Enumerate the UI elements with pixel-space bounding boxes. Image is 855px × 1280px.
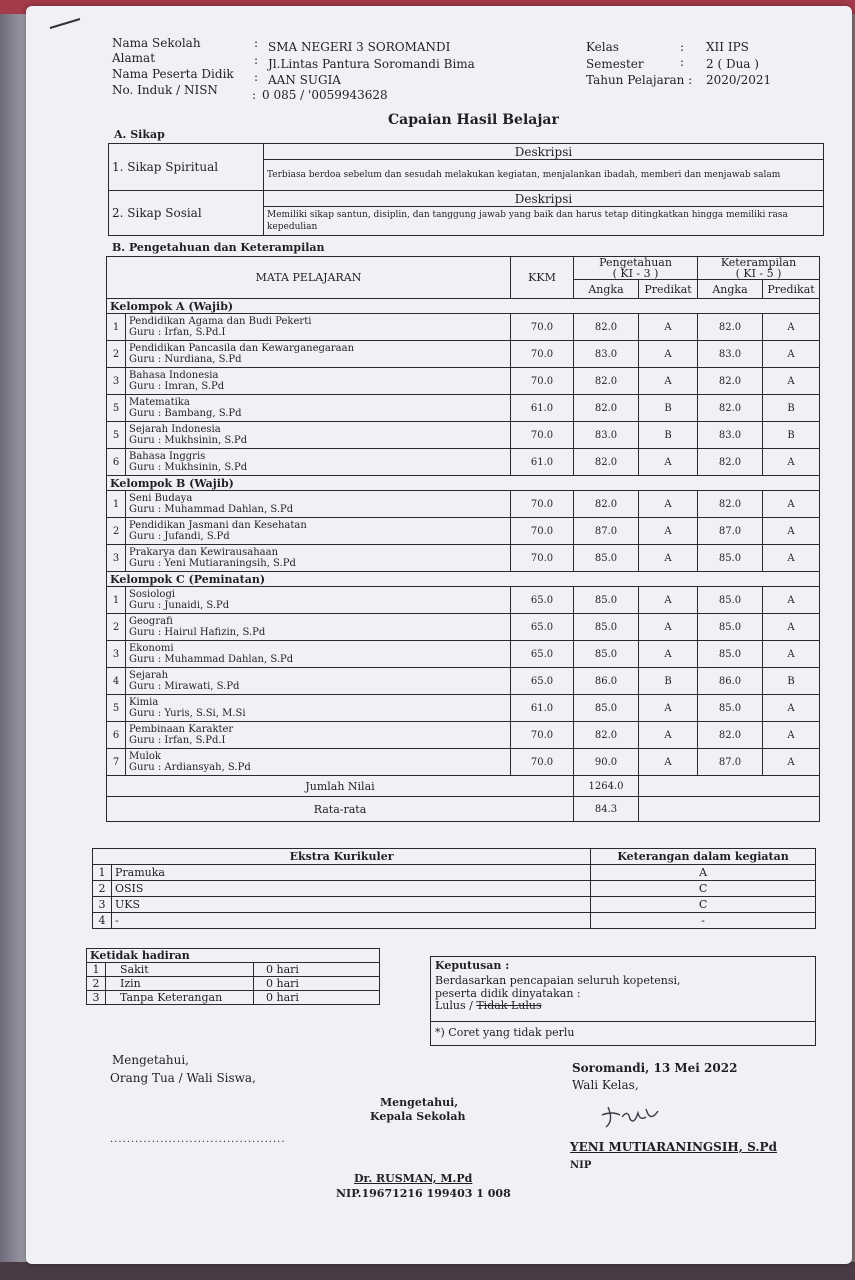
- label-tahun: Tahun Pelajaran :: [586, 73, 693, 87]
- sikap-spiritual-desc: Terbiasa berdoa sebelum dan sesudah melakukan kegiatan, menjalankan ibadah, memberi dan menjawab salam: [264, 160, 824, 191]
- value-nama-sekolah: SMA NEGERI 3 SOROMANDI: [268, 40, 451, 54]
- keterampilan-angka: 85.0: [698, 695, 763, 722]
- value-semester: 2 ( Dua ): [706, 57, 759, 71]
- absensi-no: 1: [87, 963, 106, 977]
- kkm-value: 65.0: [511, 668, 574, 695]
- table-row: [107, 395, 820, 422]
- keterampilan-predikat: A: [763, 695, 820, 722]
- keterampilan-angka: 87.0: [698, 518, 763, 545]
- col-pengetahuan-title: Pengetahuan: [599, 256, 672, 269]
- absensi-label: Sakit: [106, 963, 254, 977]
- guru-name: Guru : Muhammad Dahlan, S.Pd: [129, 654, 294, 665]
- guru-name: Guru : Mirawati, S.Pd: [129, 681, 240, 692]
- mapel-name: Seni Budaya: [129, 493, 193, 504]
- keterampilan-predikat: A: [763, 341, 820, 368]
- sikap-table: [108, 143, 824, 236]
- ortu-label: Orang Tua / Wali Siswa,: [110, 1071, 256, 1085]
- table-row: [107, 422, 820, 449]
- guru-name: Guru : Jufandi, S.Pd: [129, 531, 230, 542]
- row-no: 6: [107, 449, 126, 476]
- mapel-cell: [126, 449, 511, 476]
- nilai-header-row: [107, 257, 820, 280]
- absensi-no: 3: [87, 991, 106, 1005]
- pengetahuan-angka: 82.0: [574, 722, 639, 749]
- table-row: [107, 722, 820, 749]
- sep: :: [252, 88, 257, 102]
- mapel-cell: [126, 341, 511, 368]
- jumlah-empty: [639, 776, 820, 797]
- deskripsi-header: Deskripsi: [264, 191, 824, 207]
- col-keterampilan-title: Keterampilan: [720, 256, 797, 269]
- col-keterampilan-sub: ( KI - 5 ): [735, 267, 782, 280]
- absensi-value: 0 hari: [254, 963, 380, 977]
- kkm-value: 70.0: [511, 368, 574, 395]
- group-row: [107, 299, 820, 314]
- mapel-name: Pendidikan Pancasila dan Kewarganegaraan: [129, 343, 355, 354]
- mapel-name: Ekonomi: [129, 643, 174, 654]
- mapel-name: Sosiologi: [129, 589, 176, 600]
- row-no: 2: [107, 614, 126, 641]
- keterampilan-predikat: A: [763, 614, 820, 641]
- keterampilan-predikat: A: [763, 368, 820, 395]
- absensi-heading: Ketidak hadiran: [87, 949, 380, 963]
- row-no: 3: [107, 368, 126, 395]
- col-angka: Angka: [574, 280, 639, 299]
- pengetahuan-angka: 82.0: [574, 491, 639, 518]
- nilai-table: [106, 256, 820, 822]
- keputusan-lulus: Lulus /: [435, 999, 477, 1012]
- sep: :: [254, 36, 259, 50]
- group-row: [107, 572, 820, 587]
- wali-name: YENI MUTIARANINGSIH, S.Pd: [570, 1140, 777, 1154]
- table-row: [107, 668, 820, 695]
- kkm-value: 70.0: [511, 545, 574, 572]
- keputusan-note: *) Coret yang tidak perlu: [435, 1026, 575, 1039]
- keterampilan-angka: 85.0: [698, 614, 763, 641]
- pengetahuan-predikat: A: [639, 368, 698, 395]
- pengetahuan-predikat: A: [639, 749, 698, 776]
- mapel-name: Kimia: [129, 697, 159, 708]
- mapel-name: Pendidikan Agama dan Budi Pekerti: [129, 316, 312, 327]
- guru-name: Guru : Mukhsinin, S.Pd: [129, 435, 248, 446]
- kkm-value: 70.0: [511, 341, 574, 368]
- ekstra-ket: C: [591, 881, 816, 897]
- wali-kelas-label: Wali Kelas,: [572, 1078, 639, 1092]
- guru-name: Guru : Hairul Hafizin, S.Pd: [129, 627, 266, 638]
- pengetahuan-predikat: A: [639, 722, 698, 749]
- value-alamat: Jl.Lintas Pantura Soromandi Bima: [268, 57, 475, 71]
- pengetahuan-predikat: A: [639, 641, 698, 668]
- mapel-cell: [126, 614, 511, 641]
- pengetahuan-angka: 87.0: [574, 518, 639, 545]
- absensi-row: [87, 977, 380, 991]
- wali-signature-icon: [600, 1103, 670, 1131]
- col-pengetahuan: [574, 257, 698, 280]
- value-kelas: XII IPS: [706, 40, 749, 54]
- ortu-signature-line: ..........................................: [110, 1134, 286, 1145]
- ekstra-no: 1: [93, 865, 112, 881]
- kkm-value: 61.0: [511, 695, 574, 722]
- keterampilan-angka: 82.0: [698, 722, 763, 749]
- group-row: [107, 476, 820, 491]
- wali-nip: NIP: [570, 1160, 592, 1171]
- kkm-value: 65.0: [511, 614, 574, 641]
- pengetahuan-predikat: A: [639, 341, 698, 368]
- ekstra-header-ket: Keterangan dalam kegiatan: [591, 849, 816, 865]
- ekstra-name: -: [112, 913, 591, 929]
- rata-row: [107, 797, 820, 822]
- mapel-cell: [126, 314, 511, 341]
- pengetahuan-predikat: A: [639, 545, 698, 572]
- sep: :: [254, 53, 259, 67]
- col-predikat: Predikat: [639, 280, 698, 299]
- mapel-name: Mulok: [129, 751, 161, 762]
- group-name: Kelompok B (Wajib): [107, 476, 820, 491]
- keterampilan-angka: 82.0: [698, 314, 763, 341]
- mapel-cell: [126, 422, 511, 449]
- section-nilai-heading: B. Pengetahuan dan Keterampilan: [112, 241, 325, 254]
- table-row: [107, 695, 820, 722]
- row-no: 1: [107, 314, 126, 341]
- jumlah-label: Jumlah Nilai: [107, 776, 574, 797]
- deskripsi-header: Deskripsi: [264, 144, 824, 160]
- keterampilan-angka: 82.0: [698, 491, 763, 518]
- keterampilan-angka: 83.0: [698, 341, 763, 368]
- ortu-mengetahui: Mengetahui,: [112, 1053, 189, 1067]
- mapel-cell: [126, 545, 511, 572]
- row-no: 5: [107, 422, 126, 449]
- pengetahuan-predikat: A: [639, 491, 698, 518]
- kkm-value: 70.0: [511, 722, 574, 749]
- pengetahuan-angka: 85.0: [574, 614, 639, 641]
- keterampilan-angka: 86.0: [698, 668, 763, 695]
- guru-name: Guru : Junaidi, S.Pd: [129, 600, 230, 611]
- table-row: [107, 449, 820, 476]
- keterampilan-predikat: A: [763, 722, 820, 749]
- ekstra-ket: -: [591, 913, 816, 929]
- mapel-name: Sejarah: [129, 670, 169, 681]
- ekstra-table: [92, 848, 816, 929]
- guru-name: Guru : Muhammad Dahlan, S.Pd: [129, 504, 294, 515]
- mapel-cell: [126, 695, 511, 722]
- col-angka: Angka: [698, 280, 763, 299]
- pengetahuan-predikat: A: [639, 614, 698, 641]
- table-row: [107, 341, 820, 368]
- absensi-table: [86, 948, 380, 1005]
- pengetahuan-angka: 86.0: [574, 668, 639, 695]
- pengetahuan-angka: 82.0: [574, 368, 639, 395]
- label-nama-sekolah: Nama Sekolah: [112, 36, 201, 50]
- keterampilan-predikat: A: [763, 518, 820, 545]
- sikap-sosial-desc: Memiliki sikap santun, disiplin, dan tanggung jawab yang baik dan harus tetap ditingkatkan hingga memiliki rasa kepedulian: [264, 207, 824, 236]
- mapel-cell: [126, 395, 511, 422]
- ekstra-row: [93, 881, 816, 897]
- guru-name: Guru : Yeni Mutiaraningsih, S.Pd: [129, 558, 296, 569]
- kepsek-label: Kepala Sekolah: [370, 1110, 466, 1123]
- label-kelas: Kelas: [586, 40, 619, 54]
- guru-name: Guru : Irfan, S.Pd.I: [129, 327, 226, 338]
- absensi-row: [87, 991, 380, 1005]
- kkm-value: 65.0: [511, 587, 574, 614]
- label-semester: Semester: [586, 57, 644, 71]
- label-alamat: Alamat: [112, 51, 156, 65]
- row-no: 6: [107, 722, 126, 749]
- pengetahuan-angka: 82.0: [574, 395, 639, 422]
- jumlah-row: [107, 776, 820, 797]
- keterampilan-predikat: A: [763, 491, 820, 518]
- keterampilan-angka: 85.0: [698, 641, 763, 668]
- keputusan-box: [430, 956, 816, 1046]
- row-no: 2: [107, 518, 126, 545]
- group-name: Kelompok C (Peminatan): [107, 572, 820, 587]
- keputusan-heading: Keputusan :: [435, 959, 510, 972]
- pengetahuan-predikat: B: [639, 668, 698, 695]
- mapel-name: Geografi: [129, 616, 173, 627]
- guru-name: Guru : Irfan, S.Pd.I: [129, 735, 226, 746]
- guru-name: Guru : Nurdiana, S.Pd: [129, 354, 242, 365]
- ekstra-row: [93, 865, 816, 881]
- absensi-label: Tanpa Keterangan: [106, 991, 254, 1005]
- guru-name: Guru : Imran, S.Pd: [129, 381, 225, 392]
- kepsek-mengetahui: Mengetahui,: [380, 1096, 459, 1109]
- label-no-induk: No. Induk / NISN: [112, 83, 218, 97]
- mapel-name: Pendidikan Jasmani dan Kesehatan: [129, 520, 307, 531]
- keterampilan-angka: 85.0: [698, 545, 763, 572]
- table-row: [107, 314, 820, 341]
- mapel-name: Bahasa Inggris: [129, 451, 206, 462]
- mapel-cell: [126, 722, 511, 749]
- table-row: [107, 587, 820, 614]
- ekstra-no: 3: [93, 897, 112, 913]
- kepsek-name: Dr. RUSMAN, M.Pd: [354, 1172, 473, 1185]
- table-row: [107, 518, 820, 545]
- absensi-no: 2: [87, 977, 106, 991]
- page-title: Capaian Hasil Belajar: [388, 112, 559, 128]
- pengetahuan-predikat: A: [639, 587, 698, 614]
- ekstra-name: Pramuka: [112, 865, 591, 881]
- keterampilan-predikat: A: [763, 749, 820, 776]
- sep: :: [680, 55, 685, 69]
- group-name: Kelompok A (Wajib): [107, 299, 820, 314]
- kkm-value: 70.0: [511, 491, 574, 518]
- kkm-value: 65.0: [511, 641, 574, 668]
- keterampilan-predikat: B: [763, 422, 820, 449]
- row-no: 1: [107, 587, 126, 614]
- kkm-value: 61.0: [511, 449, 574, 476]
- row-no: 5: [107, 395, 126, 422]
- mapel-cell: [126, 587, 511, 614]
- row-no: 2: [107, 341, 126, 368]
- keterampilan-angka: 87.0: [698, 749, 763, 776]
- table-row: [107, 491, 820, 518]
- pengetahuan-angka: 82.0: [574, 314, 639, 341]
- value-nama-peserta: AAN SUGIA: [268, 73, 341, 87]
- row-no: 5: [107, 695, 126, 722]
- table-row: [107, 545, 820, 572]
- absensi-value: 0 hari: [254, 991, 380, 1005]
- kkm-value: 70.0: [511, 749, 574, 776]
- mapel-cell: [126, 641, 511, 668]
- value-tahun: 2020/2021: [706, 73, 772, 87]
- kepsek-nip: NIP.19671216 199403 1 008: [336, 1187, 511, 1200]
- keterampilan-predikat: A: [763, 545, 820, 572]
- row-no: 3: [107, 545, 126, 572]
- ekstra-name: OSIS: [112, 881, 591, 897]
- table-row: [107, 614, 820, 641]
- row-no: 1: [107, 491, 126, 518]
- sep: :: [254, 70, 259, 84]
- keterampilan-angka: 85.0: [698, 587, 763, 614]
- guru-name: Guru : Bambang, S.Pd: [129, 408, 242, 419]
- mapel-cell: [126, 668, 511, 695]
- keputusan-divider: [431, 1021, 815, 1022]
- keterampilan-predikat: A: [763, 641, 820, 668]
- row-no: 7: [107, 749, 126, 776]
- mapel-cell: [126, 749, 511, 776]
- col-keterampilan: [698, 257, 820, 280]
- absensi-value: 0 hari: [254, 977, 380, 991]
- keterampilan-angka: 83.0: [698, 422, 763, 449]
- ekstra-row: [93, 897, 816, 913]
- mapel-name: Matematika: [129, 397, 190, 408]
- keterampilan-predikat: A: [763, 449, 820, 476]
- pengetahuan-predikat: A: [639, 518, 698, 545]
- keterampilan-angka: 82.0: [698, 395, 763, 422]
- guru-name: Guru : Yuris, S.Si, M.Si: [129, 708, 246, 719]
- ekstra-no: 2: [93, 881, 112, 897]
- keterampilan-predikat: A: [763, 314, 820, 341]
- pengetahuan-angka: 85.0: [574, 695, 639, 722]
- pengetahuan-angka: 85.0: [574, 641, 639, 668]
- absensi-label: Izin: [106, 977, 254, 991]
- col-mapel: MATA PELAJARAN: [107, 257, 511, 299]
- keterampilan-predikat: B: [763, 668, 820, 695]
- mapel-name: Prakarya dan Kewirausahaan: [129, 547, 279, 558]
- section-sikap-heading: A. Sikap: [114, 128, 165, 141]
- pengetahuan-predikat: A: [639, 449, 698, 476]
- absensi-row: [87, 963, 380, 977]
- mapel-cell: [126, 518, 511, 545]
- mapel-cell: [126, 368, 511, 395]
- rata-label: Rata-rata: [107, 797, 574, 822]
- ekstra-no: 4: [93, 913, 112, 929]
- value-no-induk: 0 085 / '0059943628: [262, 88, 388, 102]
- keterampilan-predikat: A: [763, 587, 820, 614]
- ekstra-header-name: Ekstra Kurikuler: [93, 849, 591, 865]
- pengetahuan-predikat: A: [639, 695, 698, 722]
- pengetahuan-predikat: A: [639, 314, 698, 341]
- background-bottom: [0, 1262, 855, 1280]
- sep: :: [680, 40, 685, 54]
- sikap-spiritual-label: 1. Sikap Spiritual: [109, 144, 264, 191]
- pengetahuan-predikat: B: [639, 395, 698, 422]
- keputusan-line2: peserta didik dinyatakan :: [435, 987, 581, 1000]
- keterampilan-predikat: B: [763, 395, 820, 422]
- table-row: [107, 641, 820, 668]
- guru-name: Guru : Mukhsinin, S.Pd: [129, 462, 248, 473]
- mapel-cell: [126, 491, 511, 518]
- keterampilan-angka: 82.0: [698, 368, 763, 395]
- pengetahuan-angka: 85.0: [574, 545, 639, 572]
- kkm-value: 70.0: [511, 518, 574, 545]
- table-row: [107, 749, 820, 776]
- ekstra-row: [93, 913, 816, 929]
- pengetahuan-angka: 83.0: [574, 422, 639, 449]
- place-date: Soromandi, 13 Mei 2022: [572, 1061, 738, 1075]
- mapel-name: Pembinaan Karakter: [129, 724, 234, 735]
- pengetahuan-angka: 82.0: [574, 449, 639, 476]
- mapel-name: Bahasa Indonesia: [129, 370, 219, 381]
- rata-value: 84.3: [574, 797, 639, 822]
- ekstra-name: UKS: [112, 897, 591, 913]
- keputusan-line1: Berdasarkan pencapaian seluruh kopetensi,: [435, 974, 681, 987]
- label-nama-peserta: Nama Peserta Didik: [112, 67, 234, 81]
- pen-mark-icon: [48, 16, 84, 30]
- keputusan-result: [435, 999, 542, 1012]
- kkm-value: 70.0: [511, 314, 574, 341]
- row-no: 4: [107, 668, 126, 695]
- pengetahuan-angka: 83.0: [574, 341, 639, 368]
- rata-empty: [639, 797, 820, 822]
- keputusan-tidak-lulus: Tidak Lulus: [476, 999, 542, 1012]
- guru-name: Guru : Ardiansyah, S.Pd: [129, 762, 251, 773]
- keterampilan-angka: 82.0: [698, 449, 763, 476]
- col-predikat: Predikat: [763, 280, 820, 299]
- ekstra-ket: A: [591, 865, 816, 881]
- col-kkm: KKM: [511, 257, 574, 299]
- pengetahuan-angka: 85.0: [574, 587, 639, 614]
- kkm-value: 61.0: [511, 395, 574, 422]
- sikap-sosial-label: 2. Sikap Sosial: [109, 191, 264, 236]
- mapel-name: Sejarah Indonesia: [129, 424, 221, 435]
- ekstra-ket: C: [591, 897, 816, 913]
- row-no: 3: [107, 641, 126, 668]
- table-row: [107, 368, 820, 395]
- report-card-page: [26, 6, 852, 1264]
- pengetahuan-angka: 90.0: [574, 749, 639, 776]
- pengetahuan-predikat: B: [639, 422, 698, 449]
- kkm-value: 70.0: [511, 422, 574, 449]
- col-pengetahuan-sub: ( KI - 3 ): [612, 267, 659, 280]
- jumlah-value: 1264.0: [574, 776, 639, 797]
